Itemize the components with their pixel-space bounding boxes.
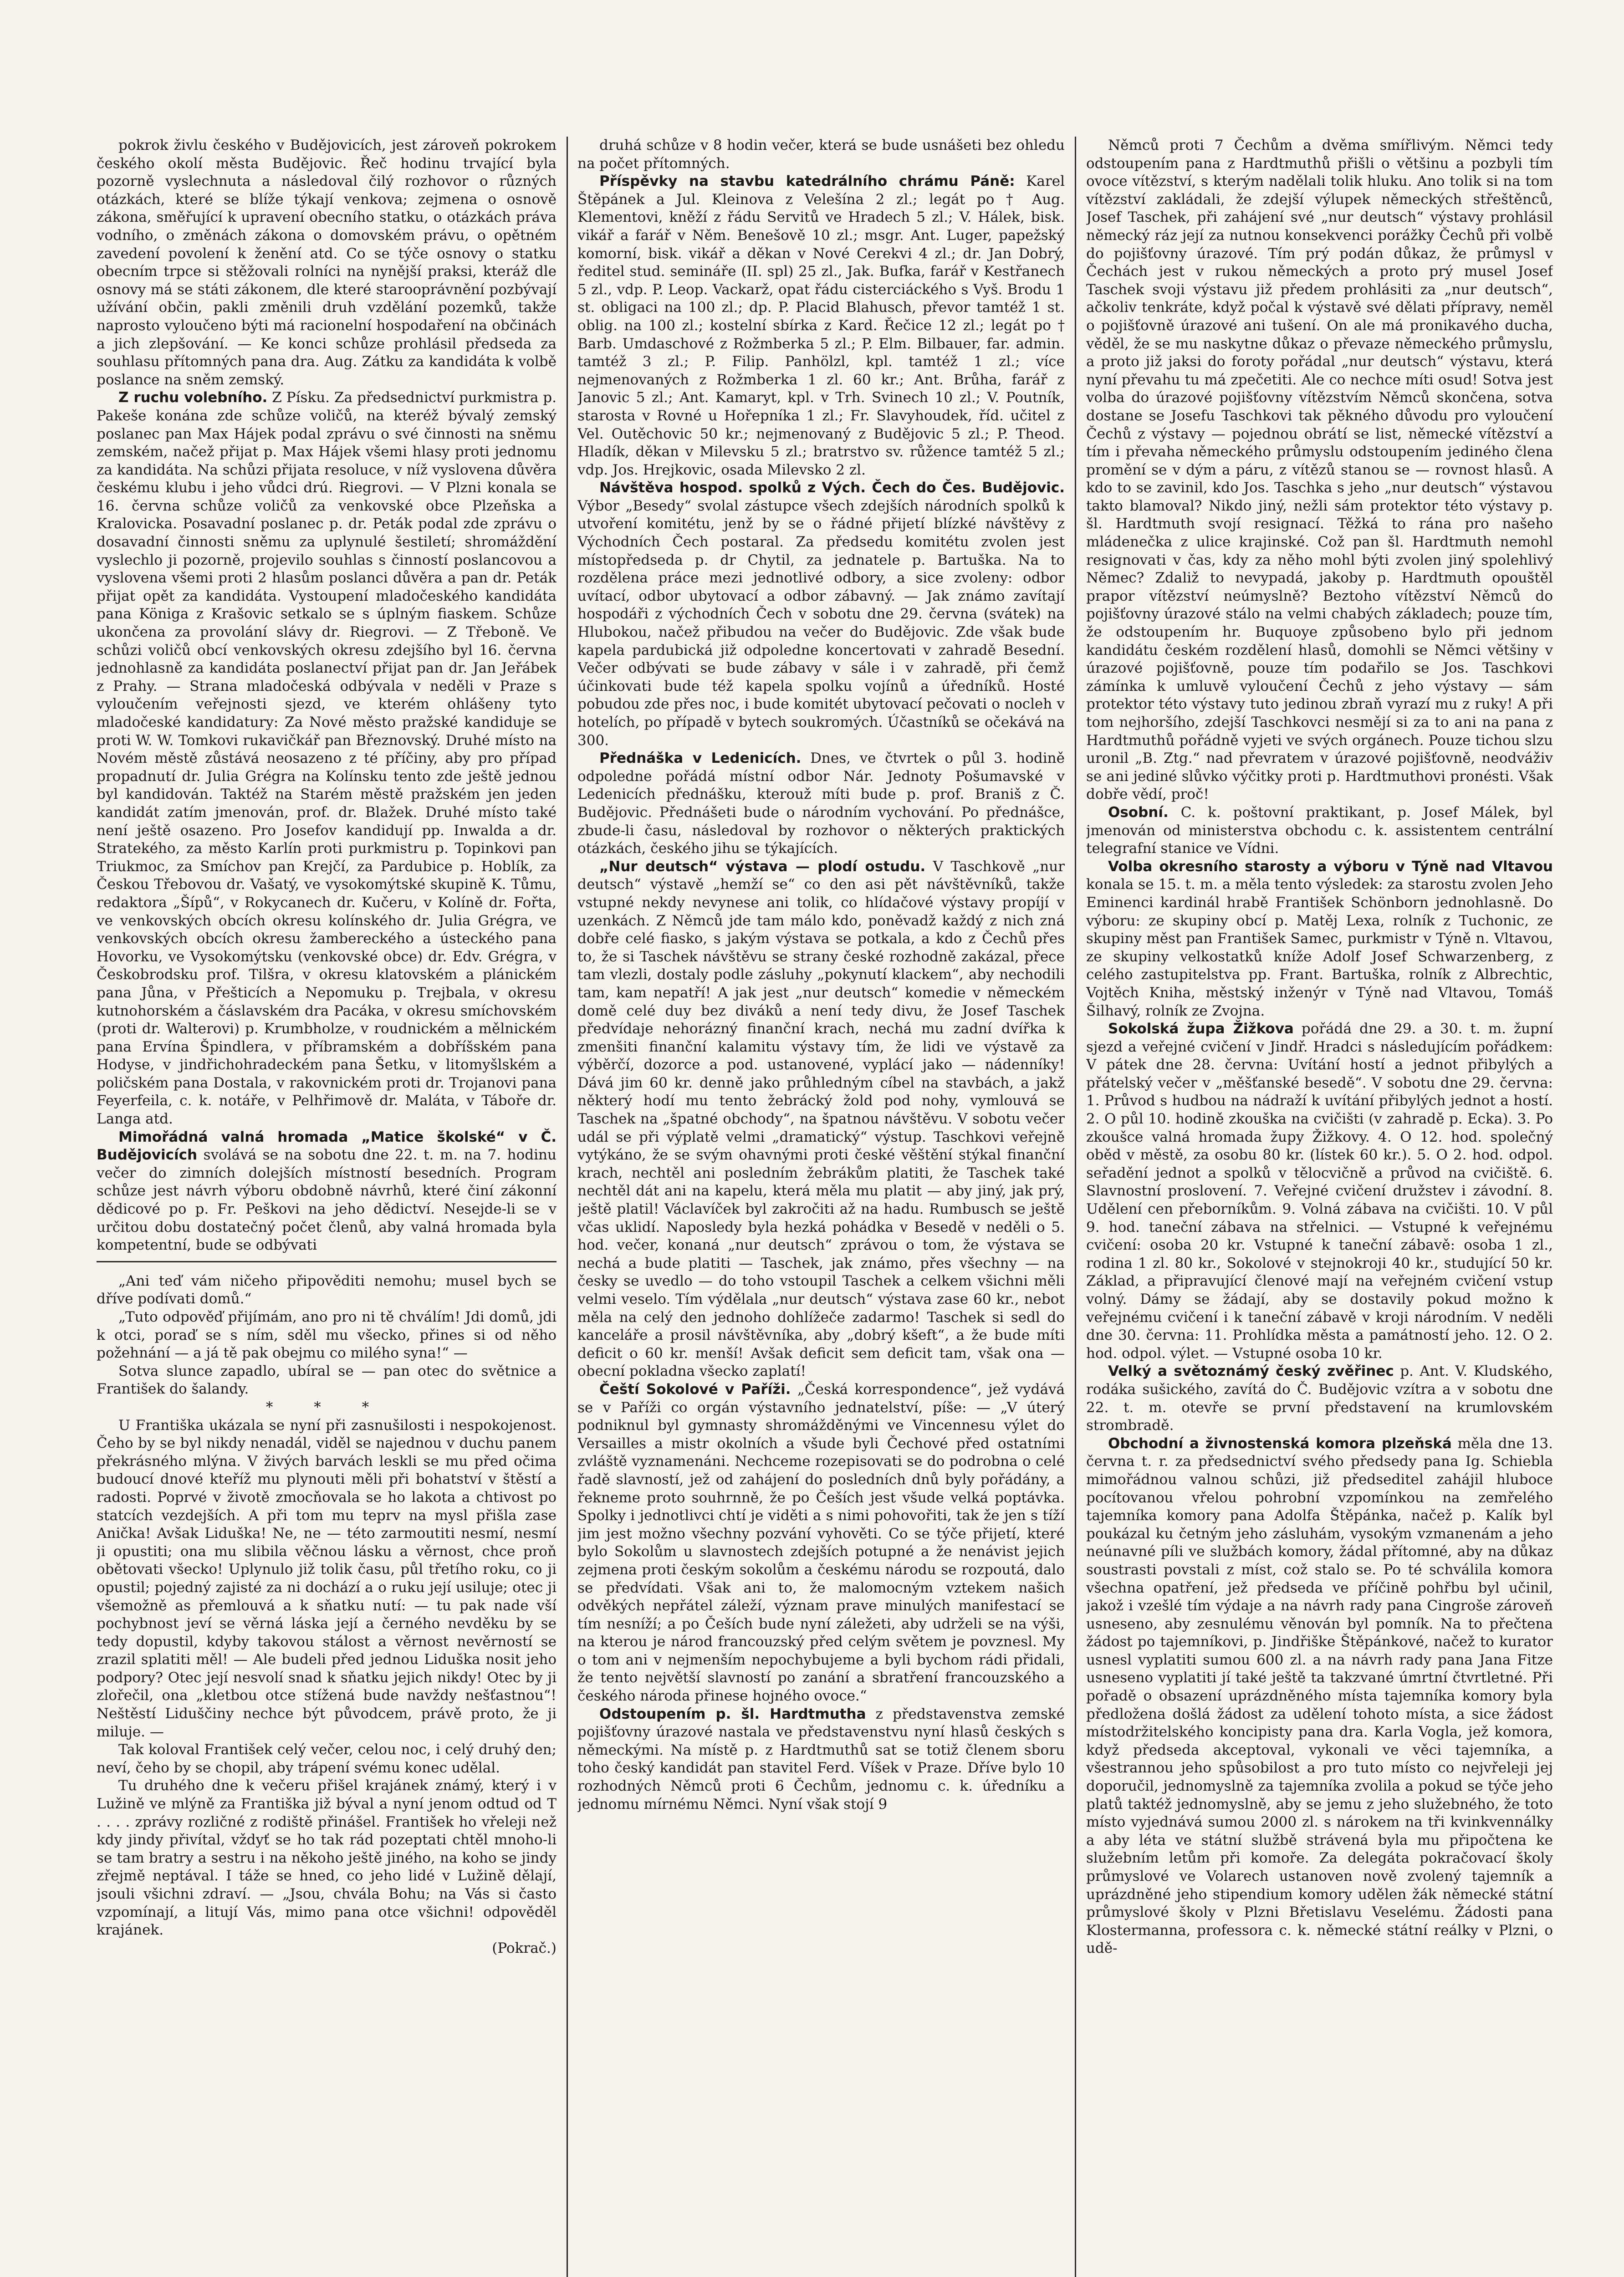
news-heading: Velký a světoznámý český zvěřinec (1108, 1363, 1394, 1380)
news-heading: Z ruchu volebního. (118, 389, 268, 406)
news-heading: Odstoupením p. šl. Hardtmutha (599, 1705, 866, 1722)
news-heading: Příspěvky na stavbu katedrálního chrámu Páně: (599, 173, 1015, 190)
article-paragraph: pokrok živlu českého v Budějovicích, jest zároveň pokrokem českého okolí města Budějovic. Řeč hodinu trvající byla pozorně vyslechnuta a následoval čilý rozhovor o různých otázkách, které se blíže týkají venkova; zejmena o osnově zákona, směřující k upravení obecního statku, o otázkách práva vodního, o změnách zákona o domovském právu, o opětném zavedení povolení k ženění atd. Co se týče osnovy o statku obecním trpce si stěžovali rolníci na nynější praksi, kteráž dle osnovy má se státi zákonem, dle které starooprávnění pozbývají užívání občin, pakli změnili druh vzdělání pozemků, takže naprosto vyloučeno býti má racionelní hospodaření na občinách a jich zlepšování. — Ke konci schůze prohlásil předseda za souhlasu přítomných pana dra. Aug. Zátku za kandidáta k volbě poslance na sněm zemský. (97, 137, 557, 388)
feuilleton-separator (97, 1261, 557, 1262)
column-rule (567, 137, 568, 2277)
news-text: Karel Štěpánek a Jul. Kleinova z Velešína 2 zl.; legát po † Aug. Klementovi, kněží z řádu Servitů ve Hradech 5 zl.; V. Hálek, bisk. vikář a farář v Něm. Benešově 10 zl.; msgr. Ant. Luger, papežský komorní, bisk. vikář a děkan v Nové Cerekvi 4 zl.; dr. Jan Dobrý, ředitel stud. semináře (II. spl) 25 zl., Jak. Bufka, farář v Kestřanech 5 zl., vdp. P. Leop. Vackarž, opat řádu cisterciáckého s Vyš. Brodu 1 st. obligaci na 100 zl.; dp. P. Placid Blahusch, převor tamtéž 1 st. oblig. na 100 zl.; kostelní sbírka z Kard. Řečice 12 zl.; legát po † Barb. Umdaschové z Rožmberka 5 zl.; P. Elm. Bilbauer, far. admin. tamtéž 3 zl.; P. Filip. Panhölzl, kpl. tamtéž 1 zl.; více nejmenovaných z Rožmberka 1 zl. 60 kr.; Ant. Brůha, farář z Janovic 5 zl.; Ant. Kamaryt, kpl. v Trh. Svinech 10 zl.; V. Poutník, starosta v Rovné u Hořepníka 1 zl.; Fr. Slavyhoudek, říd. učitel z Vel. Outěchovic 50 kr.; nejmenovaný z Budějovic 5 zl.; P. Theod. Hladík, děkan v Milevsku 5 zl.; bratrstvo sv. růžence tamtéž 5 zl.; vdp. Jos. Hrejkovic, osada Milevsko 2 zl. (577, 173, 1065, 478)
news-item (577, 479, 1065, 750)
news-heading: Návštěva hospod. spolků z Vých. Čech do Čes. Budějovic. (599, 480, 1065, 496)
news-heading: Volba okresního starosty a výboru v Týně nad Vltavou (1108, 858, 1553, 875)
news-text: V Taschkově „nur deutsch“ výstavě „hemží se“ co den asi pět návštěvníků, takže vstupné nekdy nevynese ani tolik, co hlídačové výstavy propíjí v uzenkách. Z Němců jde tam málo kdo, poněvadž každý z nich zná dobře celé fiasko, s jakým výstava se potkala, a kdo z Čechů přes to, že si Taschek návštěvu se strany české rozhodně zakázal, přece tam vlezli, dostaly podle zásluhy „pokynutí klackem“, aby nechodili tam, kam nepatří! A jak jest „nur deutsch“ komedie v německém domě celé duy bez diváků a není tedy divu, že Josef Taschek předvídaje nehorázný finanční krach, nechá mu zadní dvířka k zmenšiti finanční kalamitu výstavy tím, že lidi ve výstavě za výběrčí, dozorce a pod. ustanovené, vyplácí jako — nádenníky! Dává jim 60 kr. denně jako průhledným cíbel na stavbách, a jakž některý hodí mu tento žebrácký žold pod nohy, vymlouvá se Taschek na „špatné obchody“, na špatnou návštěvu. V sobotu večer udál se při výplatě velmi „dramatický“ výstup. Taschkovi veřejně vytýkáno, že se svým ohavnými proti české věštění stýkal finanční krach, nechtěl ani posledním žebrákům platiti, že Taschek také nechtěl dát ani na kapelu, která měla mu platit — aby jiný, jak prý, ještě platil! Václavíček byl zakročiti až na hadu. Rumbusch se ještě včas uklidí. Naposledy byla hezká pohádka v Besedě v neděli o 5. hod. večer, konaná „nur deutsch“ zprávou o tom, že výstava se nechá a bude platiti — Taschek, jak známo, přes všechny — na česky se uvedlo — do toho vstoupil Taschek a celkem všichni měli velmi veselo. Tím výdělala „nur deutsch“ výstava zase 60 kr., nebot měla na celý den jednoho dohlížeče zadarmo! Taschek si sedl do kanceláře a prosil návštěvníka, aby „dobrý kšeft“, a že bude míti deficit o 60 kr. menší! Avšak deficit sem deficit tam, však ona — obecní pokladna všecko zaplatí! (577, 858, 1065, 1380)
news-item (1086, 1020, 1553, 1363)
news-item (1086, 804, 1553, 858)
news-heading: Osobní. (1108, 804, 1169, 821)
news-text: pořádá dne 29. a 30. t. m. župní sjezd a veřejné cvičení v Jindř. Hradci s následujícím pořádkem: V pátek dne 28. června: Uvítání hostí a jednot přibylých a přátelský večer v „měšťanské besedě“. V sobotu dne 29. června: 1. Průvod s hudbou na nádraží k uvítání přibylých jednot a hostí. 2. O půl 10. hodině zkouška na cvičišti (v zahradě p. Ecka). 3. Po zkoušce valná hromada župy Žižkovy. 4. O 12. hod. společný oběd v městě, za osobu 80 kr. (lístek 60 kr.). 5. O 2. hod. odpol. seřadění jednot a spolků v tělocvičně a průvod na cvičiště. 6. Slavnostní proslovení. 7. Veřejné cvičení družstev i závodní. 8. Udělení cen přeborníkům. 9. Volná zábava na cvičišti. 10. V půl 9. hod. taneční zábava na střelnici. — Vstupné k veřejnému cvičení: osoba 20 kr. Vstupné k taneční zábavě: osoba 1 zl., rodina 1 zl. 80 kr., Sokolové v stejnokroji 40 kr., studující 50 kr. Základ, a připravující členové mají na veřejném cvičení vstup volný. Dámy se žádají, aby se dostavily pokud možno k veřejnému cvičení i k taneční zábavě v kroji národním. V neděli dne 30. června: 11. Prohlídka města a památností jeho. 12. O 2. hod. odpol. výlet. — Vstupné osoba 10 kr. (1086, 1021, 1553, 1362)
feuilleton-paragraph: „Tuto odpověď přijímám, ano pro ni tě chválím! Jdi domů, jdi k otci, poraď se s ním, sděl mu všecko, přines si od něho požehnání — a já tě pak obejmu co milého syna!“ — (97, 1309, 557, 1362)
news-item (577, 750, 1065, 858)
feuilleton-paragraph: Tu druhého dne k večeru přišel krajánek známý, který i v Lužině ve mlýně za Františka již býval a nyní jenom odtud od T . . . . zprávy rozličné z rodiště přinášel. František ho vřeleji než kdy jindy přivítal, vždyť se ho tak rád pozeptati chtěl mnoho-li se tam bratry a sestru i na někoho ještě jiného, na koho se jindy zřejmě neptával. I táže se hned, co jeho lidé v Lužině dělají, jsouli všichni zdraví. — „Jsou, chvála Bohu; na Vás si často vzpomínají, a litují Vás, mimo pana otce všichni! odpověděl krajánek. (97, 1777, 557, 1939)
news-text: C. k. poštovní praktikant, p. Josef Málek, byl jmenován od ministerstva obchodu c. k. assistentem centrální telegrafní stanice ve Vídni. (1086, 804, 1553, 857)
column-middle (577, 137, 1065, 2277)
news-item (1086, 1363, 1553, 1435)
news-text: svolává se na sobotu dne 22. t. m. na 7. hodinu večer do zimních dolejších místností besedních. Program schůze jest návrh výboru obdobně návrhů, které činí zákonní dědicové po p. Fr. Peškovi na jeho dědictví. Nesejde-li se v určitou dobu dostatečný počet členů, aby valná hromada byla kompetentní, bude se odbývati (97, 1147, 557, 1254)
news-heading: Přednáška v Ledenicích. (599, 750, 802, 767)
news-text: „Česká korrespondence“, jež vydává se v Paříži co orgán výstavního jednatelství, píše: — „V úterý podniknul byl gymnasty shromážděnými ve Vincennesu výlet do Versailles a mistr okolních a všude byli Čechové před ostatními zvláště vyznamenáni. Nechceme rozepisovati se do podrobna o celé řadě slavností, jež od zahájení do posledních dnů byly pořádány, a řekneme proto souhrnně, že po Češích jest všude velká poptávka. Spolky i jednotlivci chtí je viděti a s nimi pohovořiti, tak že jen s tíží jim jest možno všechny pozvání vyhověti. Co se týče přijetí, které bylo Sokolům u slavnostech zdejších potupné a že nenávist jejich zejmena proti českým sokolům a českému národu se rozpoutá, dalo se předvídati. Však ani to, že malomocným vztekem našich odvěkých nepřátel záleží, význam prave minulých manifestací se tím nesníží; a po Češích bude nyní záležeti, aby udrželi se na výši, na kterou je národ francouzský před celým světem je povznesl. My o tom ani v nejmenším nepochybujeme a byli bychom rádi přidali, že tento největší slavností po zanání a sbratření francouzského a českého národa přinese hojného ovoce.“ (577, 1381, 1065, 1705)
news-text: z představenstva zemské pojišťovny úrazové nastala ve představenstvu nyní hlasů českých s německými. Na místě p. z Hardtmuthů sat se totiž členem sboru toho český kandidát pan stavitel Ferd. Víšek v Praze. Dříve bylo 10 rozhodných Němců proti 6 Čechům, jednomu c. k. úředníku a jednomu mírnému Němci. Nyní však stojí 9 (577, 1705, 1065, 1812)
news-heading: „Nur deutsch“ výstava — plodí ostudu. (599, 858, 926, 875)
news-item (577, 1705, 1065, 1814)
news-item (97, 1128, 557, 1255)
news-text: Z Písku. Za předsednictví purkmistra p. Pakeše konána zde schůze voličů, na kteréž bývalý zemský poslanec pan Max Hájek podal zprávu o své činnosti na sněmu zemském, načež přijat p. Max Hájek všemi hlasy proti jednomu za kandidáta. Na schůzi přijata resoluce, v níž vyslovena důvěra českému klubu i jeho vůdci drú. Riegrovi. — V Plzni konala se 16. června schůze voličů za venkovské obce Plzeňska a Kralovicka. Posavadní poslanec p. dr. Peták podal zde zprávu o dosavadní činnosti sněmu za uplynulé šestiletí; shromáždění vyslechlo ji pozorně, projevilo souhlas s činností poslancovou a vyslovena všemi proti 2 hlasům poslanci důvěra a pan dr. Peták přijat opět za kandidáta. Vystoupení mladočeského kandidáta pana Königa z Krašovic setkalo se s úplným fiaskem. Schůze ukončena za provolání slávy dr. Riegrovi. — Z Třeboně. Ve schůzi voličů obcí venkovských okresu zdejšího byl 16. června jednohlasně za kandidáta poslanectví přijat pan dr. Jan Jeřábek z Prahy. — Strana mladočeská odbývala v neděli v Praze s vyloučením veřejnosti sjezd, ve kterém ohlášeny tyto mladočeské kandidatury: Za Nové město pražské kandiduje se proti W. W. Tomkovi rukavičkář pan Březnovský. Druhé místo na Novém městě zůstává neosazeno z té příčiny, aby pro případ propadnutí dr. Julia Grégra na Kolínsku tento zde ještě jednou byl kandidován. Taktéž na Starém městě pražském jen jeden kandidát zatím jmenován, prof. dr. Blažek. Druhé místo také není ještě osazeno. Pro Josefov kandidují pp. Inwalda a dr. Stratekého, za město Karlín proti purkmistru p. Topinkovi pan Triukmoc, za Smíchov pan Krejčí, za Pardubice p. Hoblík, za Českou Třebovou dr. Vašatý, ve vysokomýtské skupině K. Tůmu, redaktora „Šípů“, v Rokycanech dr. Kučeru, v Kolíně dr. Fořta, ve venkovských obcích okresu kolínského dr. Julia Grégra, ve venkovských obcích okresu žambereckého a ústeckého pana Hovorku, ve Vysokomýtsku (venkovské obce) dr. Edv. Grégra, v Českobrodsku prof. Tilšra, v okresu klatovském a plánickém pana Jůna, v Přešticích a Nepomuku p. Trejbala, v okresu kutnohorském a čáslavském dra Pacáka, v okresu smíchovském (proti dr. Walterovi) p. Krumbholze, v roudnickém a mělnickém pana Ervína Špindlera, v příbramském a dobříšském pana Hodyse, v jindřichohradeckém pana Šetku, v litomyšlském a poličském pana Dostala, v rakovnickém proti dr. Trojanovi pana Feyerfeila, c. k. notáře, v Pelhřimově dr. Maláta, v Táboře dr. Langa atd. (97, 389, 557, 1128)
news-text: Výbor „Besedy“ svolal zástupce všech zdejších národních spolků k utvoření komitétu, jenž by se o řádné přijetí blízké návštěvy z Východních Čech postaral. Za předsedu komitétu zvolen jest místopředseda p. dr Chytil, za jednatele p. Bartuška. Na to rozdělena práce mezi jednotlivé odbory, a sice zvoleny: odbor uvítací, odbor ubytovací a odbor zábavný. — Jak známo zavítají hospodáři z východních Čech v sobotu dne 29. června (svátek) na Hlubokou, načež přibudou na večer do Budějovic. Zde však bude kapela pardubická již odpoledne koncertovati v zahradě Besední. Večer odbývati se bude zábavy v sále i v zahradě, při čemž účinkovati bude též kapela spolku vojínů a úředníků. Hosté pobudou zde přes noc, i bude komitét ubytovací pečovati o nocleh v hotelích, po případě v bytech soukromých. Účastníků se očekává na 300. (577, 497, 1065, 749)
news-item (577, 1381, 1065, 1705)
news-text: p. Ant. V. Kludského, rodáka sušického, zavítá do Č. Budějovic vzítra a v sobotu dne 22. t. m. otevře se první představení na krumlovském strombradě. (1086, 1363, 1553, 1434)
news-text: měla dne 13. června t. r. za předsednictví svého předsedy pana Ig. Schiebla mimořádnou valnou schůzi, již předseditel zahájil hluboce pocítovanou vřelou pohrobní vzpomínkou na zemřelého tajemníka komory pana Adolfa Štěpánka, načež p. Kalík byl poukázal ku četným jeho zásluhám, vysokým vzmanenám a jeho neúnavné píli ve službách komory, žádal přítomné, aby na důkaz soustrasti povstali z míst, což stalo se. Po té schválila komora všechna opatření, jež předseda ve příčině pohřbu byl učinil, jakož i vzešlé tím výdaje a na návrh rady pana Cingroše zároveň usneseno, aby zesnulému věnován byl pomník. Na to přečtena žádost po tajemníkovi, p. Jindřiške Štěpánkové, načež to kurator usnesl vyplatiti sumou 600 zl. a na návrh rady pana Jana Fitze usneseno vyplatiti jí také ještě ta takzvané úmrtní čtvrtletné. Při pořadě o obsazení uprázdněného místa tajemníka komory byla předložena došlá žádost za udělení tohoto místa, a sice žádost místodržitelského koncipisty pana dra. Karla Vogla, jež komora, když předseda akceptoval, vykonali ve věci tajemníka, a všestrannou jeho spůsobilost a pro tuto místo co nejvřeleji jej doporučil, jednomyslně za tajemníka zvolila a pokud se týče jeho platů taktéž jednomyslně, aby se jemu z jeho služebného, že toto místo vyjednává sumou 2000 zl. s nárokem na tři kvinkvennálky a aby léta ve státní službě strávená byla mu připočtena ke služebním letům při komoře. Za delegáta pokračovací školy průmyslové ve Volarech ustanoven nově zvolený tajemník a uprázdněné jeho stipendium komory udělen žák německé státní průmyslové školy v Plzni Břetislavu Veselému. Žádosti pana Klostermanna, professora c. k. německé státní reálky v Plzni, o udě- (1086, 1435, 1553, 1957)
news-item (1086, 1435, 1553, 1958)
article-paragraph: Němců proti 7 Čechům a dvěma smířlivým. Němci tedy odstoupením pana z Hardtmuthů přišli o většinu a pozbyli tím ovoce vítězství, s kterým nadělali tolik hluku. Ano tolik si na tom vítězství zakládali, že zdejší výlupek německých střeštěnců, Josef Taschek, při zahájení své „nur deutsch“ výstavy prohlásil německý ráz její za nutnou konsekvenci porážky Čechů při volbě do pojišťovny úrazové. Tím prý podán důkaz, že průmysl v Čechách jest v rukou německých a proto prý musel Josef Taschek svoji výstavu již předem prohlásiti za „nur deutsch“, ačkoliv tenkráte, když počal k výstavě své dělati přípravy, neměl o pojišťovně úrazové ani tušení. On ale má pronikavého ducha, věděl, že se mu naskytne důkaz o převaze německého průmyslu, a proto již jaksi do foroty pořádal „nur deutsch“ výstavu, která nyní převahu tu má zpečetiti. Ale co nechce míti osud! Sotva jest volba do úrazové pojišťovny vítězstvím Němců skončena, sotva dostane se Josefu Taschkovi tak pěkného důvodu pro vyloučení Čechů z výstavy — pojednou obrátí se list, německé vítězství a tím i převaha německého průmyslu odstoupením jediného člena promění se v dým a páru, z vítězů stanou se — rovnost hlasů. A kdo to se zavinil, kdo Jos. Taschka s jeho „nur deutsch“ výstavou takto blamoval? Nikdo jiný, nežli sám protektor této výstavy p. šl. Hardtmuth svojí resignací. Těžká to rána pro našeho mládenečka z ulice krajinské. Což pan šl. Hardtmuth nemohl resignovati v čas, kdy za něho mohl býti zvolen jiný spolehlivý Němec? Zdaliž to nevypadá, jakoby p. Hardtmuth opouštěl prapor vítězství neúmyslně? Beztoho vítězství Němců do pojišťovny úrazové stálo na velmi chabých základech; pouze tím, že odstoupením hr. Buquoye způsobeno bylo při jednom kandidátu českém rozdělení hlasů, domohli se Němci většiny v úrazové pojišťovně, pouze tím podařilo se Jos. Taschkovi zámínka k umluvě vyloučení Čechů z jeho výstavy — sám protektor této výstavy tuto jedinou zbraň vyrazí mu z ruky! A při tom nejhoršího, zdejší Taschkovci nesmějí si za to ani na pana z Hardtmuthů pořádně vyjeti ve svých orgánech. Pouze tichou slzu uronil „B. Ztg.“ nad převratem v úrazové pojišťovně, neodváživ se ani jediné slůvko výčitky proti p. Hardtmuthovi pronésti. Však dobře vědí, proč! (1086, 137, 1553, 803)
feuilleton-paragraph: „Ani teď vám ničeho připověditi nemohu; musel bych se dříve podívati domů.“ (97, 1272, 557, 1307)
news-heading: Čeští Sokolové v Paříži. (599, 1381, 791, 1398)
column-right (1086, 137, 1553, 2277)
article-paragraph: druhá schůze v 8 hodin večer, která se bude usnášeti bez ohledu na počet přítomných. (577, 137, 1065, 172)
continuation-note: (Pokrač.) (492, 1940, 557, 1956)
news-heading: Sokolská župa Žižkova (1108, 1021, 1294, 1037)
news-text: Dnes, ve čtvrtek o půl 3. hodině odpoledne pořádá místní odbor Nár. Jednoty Pošumavské v Ledenicích přednášku, kterouž míti bude p. prof. Braniš z Č. Budějovic. Přednášeti bude o národním vychování. Po přednášce, zbude-li času, následoval by rozhovor o některých praktických otázkách, českého jihu se týkajících. (577, 750, 1065, 857)
news-heading: Mimořádná valná hromada „Matice školské“ v Č. Budějovicích (97, 1128, 557, 1164)
section-break: * * * (266, 1399, 388, 1415)
feuilleton-paragraph: Tak koloval František celý večer, celou noc, i celý druhý den; neví, čeho by se chopil, aby trápení svému konec udělal. (97, 1741, 557, 1776)
news-item (97, 389, 557, 1128)
news-heading: Obchodní a živnostenská komora plzeňská (1108, 1435, 1452, 1452)
column-left (97, 137, 557, 2277)
feuilleton-paragraph: Sotva slunce zapadlo, ubíral se — pan otec do světnice a František do šalandy. (97, 1363, 557, 1398)
news-item (577, 173, 1065, 479)
news-text: konala se 15. t. m. a měla tento výsledek: za starostu zvolen Jeho Eminenci kardinál hrabě František Schönborn jednohlasně. Do výboru: ze skupiny obcí p. Matěj Lexa, rolník z Tuchonic, ze skupiny měst pan František Samec, purkmistr v Týně n. Vltavou, ze skupiny velkostatků kníže Adolf Josef Schwarzenberg, z celého zastupitelstva pp. Frant. Bartuška, rolník z Albrechtic, Vojtěch Kniha, městský inženýr v Týně nad Vltavou, Tomáš Šilhavý, rolník ze Zvojna. (1086, 876, 1553, 1019)
column-rule (1075, 137, 1076, 2277)
news-item (577, 858, 1065, 1381)
feuilleton-paragraph: U Františka ukázala se nyní při zasnušilosti i nespokojenost. Čeho by se byl nikdy nenadál, viděl se najednou v duchu panem překrásného mlýna. V živých barvách leskli se mu před očima budoucí dnové kteříž mu plynouti měli při bohatství v štěstí a radosti. Poprvé v životě zmocňovala se ho lakota a chtivost po statcích vezdejších. A při tom mu teprv na mysl přišla zase Anička! Avšak Liduška! Ne, ne — této zarmoutiti nesmí, nesmí ji opustiti; ona mu slibila věčnou lásku a věrnost, chce proň obětovati všecko! Uplynulo již tolik času, půl třetího roku, co ji opustil; pojedný zajisté za ni dochází a o ruku její usiluje; otec ji všemožně as přemlouvá a k sňatku nutí: — tu pak nade vší pochybnost jeví se věrná láska její a černého nevděku by se tedy dopustil, kdyby takovou stálost a věrnost nevěrností se zrazil splatiti měl! — Ale budeli před jednou Liduška nosit jeho podpory? Otec její nesvolí snad k sňatku jejich nikdy! Otec by ji zlořečil, ona „kletbou otce stížená bude navždy nešťastnou“! Neštěstí Liduščiny nechce být původcem, právě proto, že ji miluje. — (97, 1417, 557, 1740)
news-item (1086, 858, 1553, 1020)
